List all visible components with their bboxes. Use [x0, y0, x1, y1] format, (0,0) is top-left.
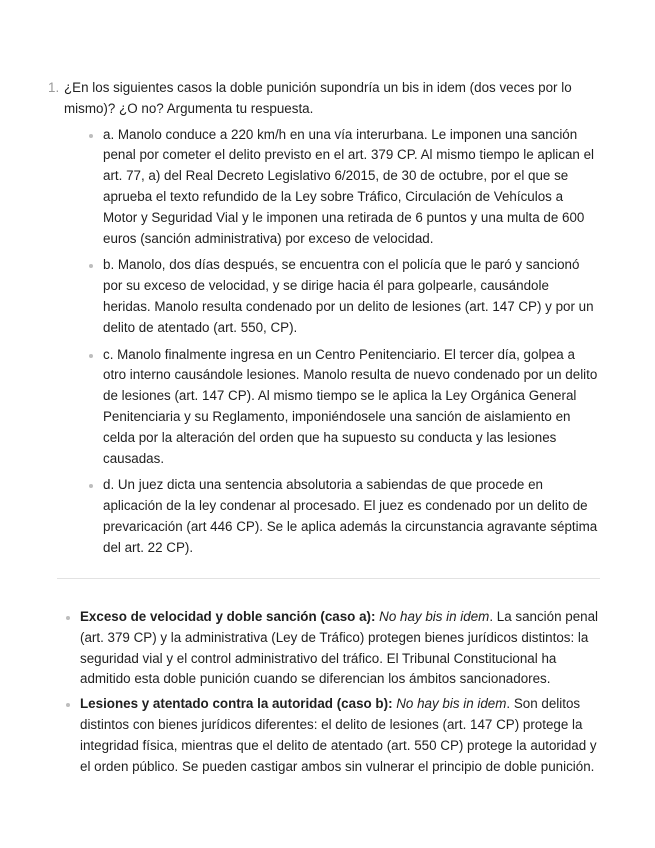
case-item-b	[103, 255, 600, 338]
question-block	[48, 78, 600, 565]
bullet-icon	[89, 134, 93, 138]
case-text-b: b. Manolo, dos días después, se encuentra con el policía que le paró y sancionó por su exceso de velocidad, y se dirige hacia él para golpearle, causándole heridas. Manolo resulta condenado por un delito de lesiones (art. 147 CP) y por un delito de atentado (art. 550, CP).	[103, 257, 594, 335]
case-item-d	[103, 475, 600, 558]
answer-body-a: . La sanción penal (art. 379 CP) y la administrativa (Ley de Tráfico) protegen bienes jurídicos distintos: la seguridad vial y el control administrativo del tráfico. El Tribunal Constitucional ha admitido esta doble punición cuando se diferencian los ámbitos sancionadores.	[80, 609, 599, 687]
bullet-icon	[89, 264, 93, 268]
answer-separator-b: :	[388, 696, 397, 712]
answer-item-b	[80, 694, 600, 777]
answer-separator-a: :	[370, 609, 380, 624]
answer-body-b: . Son delitos distintos con bienes jurídicos diferentes: el delito de lesiones (art. 147 CP) protege la integridad física, mientras que el delito de atentado (art. 550 CP) protege la autoridad y el orden público. Se pueden castigar ambos sin vulnerar el principio de doble punición.	[80, 696, 597, 774]
answer-verdict-b: No hay bis in idem	[396, 696, 507, 712]
answer-title-b: Lesiones y atentado contra la autoridad (caso b)	[80, 696, 389, 712]
bullet-icon	[89, 354, 93, 358]
case-item-c	[103, 345, 600, 470]
bullet-icon	[66, 703, 70, 707]
question-number: 1.	[48, 80, 60, 95]
bullet-icon	[89, 484, 93, 488]
answer-list	[80, 607, 600, 781]
case-text-d: d. Un juez dicta una sentencia absolutoria a sabiendas de que procede en aplicación de la ley condenar al procesado. El juez es condenado por un delito de prevaricación (art 446 CP). Se le aplica además la circunstancia agravante séptima del art. 22 CP).	[103, 477, 598, 555]
case-item-a	[103, 125, 600, 250]
answer-verdict-a: No hay bis in idem	[379, 609, 490, 624]
answer-item-a	[80, 607, 600, 690]
case-list	[64, 125, 600, 559]
question-text: ¿En los siguientes casos la doble punición supondría un bis in idem (dos veces por lo mismo)? ¿O no? Argumenta tu respuesta.	[64, 80, 572, 116]
case-text-c: c. Manolo finalmente ingresa en un Centro Penitenciario. El tercer día, golpea a otro interno causándole lesiones. Manolo resulta de nuevo condenado por un delito de lesiones (art. 147 CP). Al mismo tiempo se le aplica la Ley Orgánica General Penitenciaria y su Reglamento, imponiéndosele una sanción de aislamiento en celda por la alteración del orden que ha supuesto su conducta y las lesiones causadas.	[103, 346, 598, 466]
bullet-icon	[66, 616, 70, 620]
answer-title-a: Exceso de velocidad y doble sanción (caso a)	[80, 609, 371, 624]
case-text-a: a. Manolo conduce a 220 km/h en una vía interurbana. Le imponen una sanción penal por cometer el delito previsto en el art. 379 CP. Al mismo tiempo le aplican el art. 77, a) del Real Decreto Legislativo 6/2015, de 30 de octubre, por el que se aprueba el texto refundido de la Ley sobre Tráfico, Circulación de Vehículos a Motor y Seguridad Vial y le imponen una retirada de 6 puntos y una multa de 600 euros (sanción administrativa) por exceso de velocidad.	[103, 126, 594, 246]
section-divider	[57, 578, 600, 579]
